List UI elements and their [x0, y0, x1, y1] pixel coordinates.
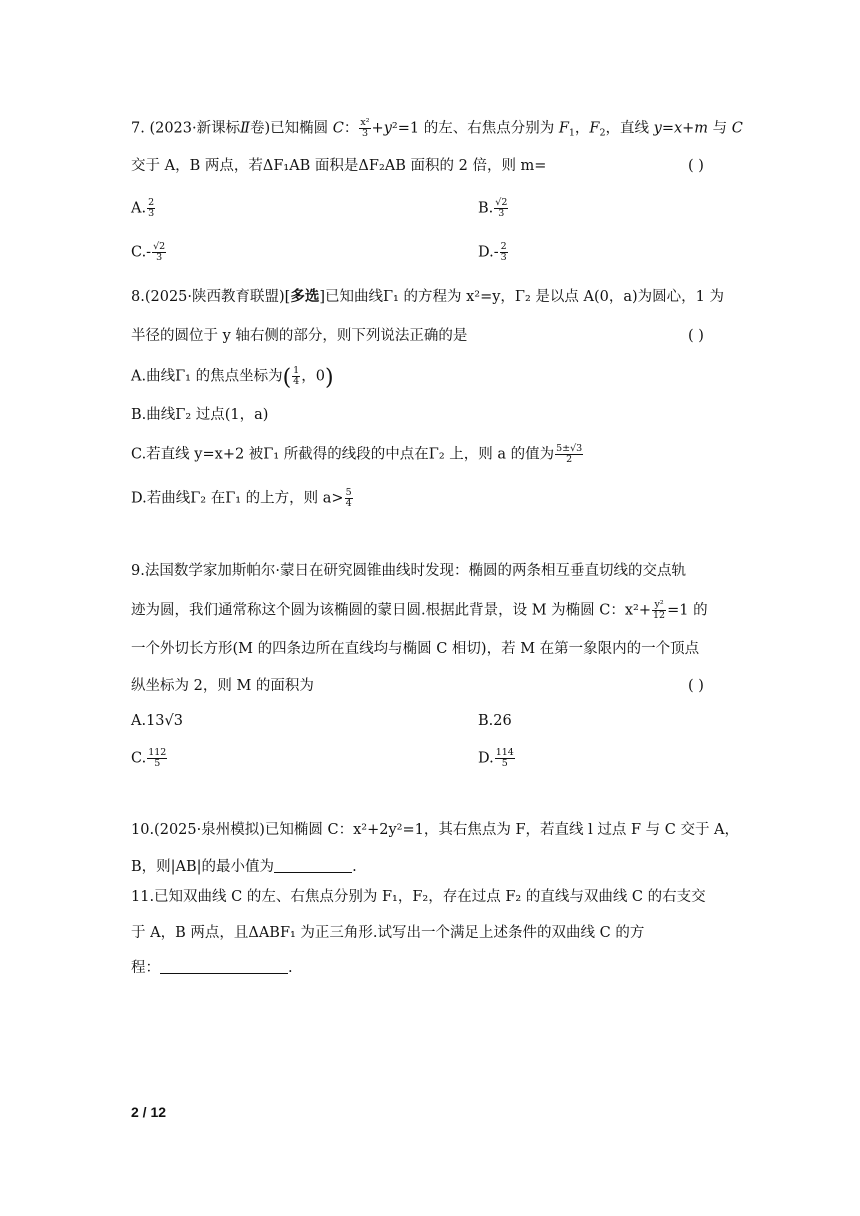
q7-line1: 7. (2023·新课标Ⅱ卷)已知椭圆 C： $\frac{\text{x²}}{3}$ +y²=1 的左、右焦点分别为 $F_1$，$F_2$，直线 y=x+m 与 C [131, 117, 743, 139]
q7-option-a: A. $\frac{2}{3}$ [131, 197, 155, 219]
q8-option-b: B.曲线Γ₂ 过点(1，a) [131, 407, 269, 423]
answer-blank[interactable] [274, 858, 352, 873]
q9-answer-paren: ( ) [688, 678, 704, 694]
q10-line1: 10.(2025·泉州模拟)已知椭圆 C：x²+2y²=1，其右焦点为 F，若直线 l 过点 F 与 C 交于 A， [131, 822, 740, 838]
q9-line3: 一个外切长方形(M 的四条边所在直线均与椭圆 C 相切)，若 M 在第一象限内的一个顶点 [131, 641, 700, 657]
q8-option-a: A.曲线Γ₁ 的焦点坐标为( $\frac{1}{4}$ ，0) [131, 365, 334, 391]
q11-line3: 程： . [131, 960, 293, 976]
q10-line2: B，则|AB|的最小值为 . [131, 859, 357, 875]
q7-option-b: B. $\frac{√2}{3}$ [478, 197, 508, 219]
q7-option-d: D.- $\frac{2}{3}$ [478, 241, 507, 263]
answer-blank[interactable] [160, 959, 288, 974]
q8-line1: 8.(2025·陕西教育联盟)[多选]已知曲线Γ₁ 的方程为 x²=y，Γ₂ 是以点 A(0，a)为圆心，1 为 [131, 288, 724, 305]
q9-option-d: D. $\frac{114}{5}$ [478, 747, 514, 769]
q7-option-c: C.- $\frac{√2}{3}$ [131, 241, 166, 263]
q11-line1: 11.已知双曲线 C 的左、右焦点分别为 F₁，F₂，存在过点 F₂ 的直线与双曲线 C 的右支交 [131, 889, 706, 905]
q9-option-b: B.26 [478, 713, 512, 729]
q9-line1: 9.法国数学家加斯帕尔·蒙日在研究圆锥曲线时发现：椭圆的两条相互垂直切线的交点轨 [131, 563, 686, 579]
q9-option-a: A.13√3 [131, 713, 183, 729]
q11-line2: 于 A，B 两点，且ΔABF₁ 为正三角形.试写出一个满足上述条件的双曲线 C 的方 [131, 925, 645, 941]
q9-option-c: C. $\frac{112}{5}$ [131, 747, 167, 769]
q8-option-c: C.若直线 y=x+2 被Γ₁ 所截得的线段的中点在Γ₂ 上，则 a 的值为 $\frac{5\pm√3}{2}$ [131, 443, 583, 465]
q8-answer-paren: ( ) [688, 328, 704, 344]
q8-option-d: D.若曲线Γ₂ 在Γ₁ 的上方，则 a> $\frac{5}{4}$ [131, 487, 352, 509]
q7-line2: 交于 A，B 两点，若ΔF₁AB 面积是ΔF₂AB 面积的 2 倍，则 m= [131, 158, 547, 174]
q8-line2: 半径的圆位于 y 轴右侧的部分，则下列说法正确的是 [131, 328, 468, 344]
q9-line4: 纵坐标为 2，则 M 的面积为 [131, 678, 314, 694]
page-number: 2 / 12 [131, 1104, 167, 1120]
q7-answer-paren: ( ) [688, 158, 704, 174]
multi-select-tag: 多选 [290, 288, 320, 305]
q9-line2: 迹为圆，我们通常称这个圆为该椭圆的蒙日圆.根据此背景，设 M 为椭圆 C：x²+ $\frac{\text{y²}}{12}$ =1 的 [131, 599, 708, 621]
